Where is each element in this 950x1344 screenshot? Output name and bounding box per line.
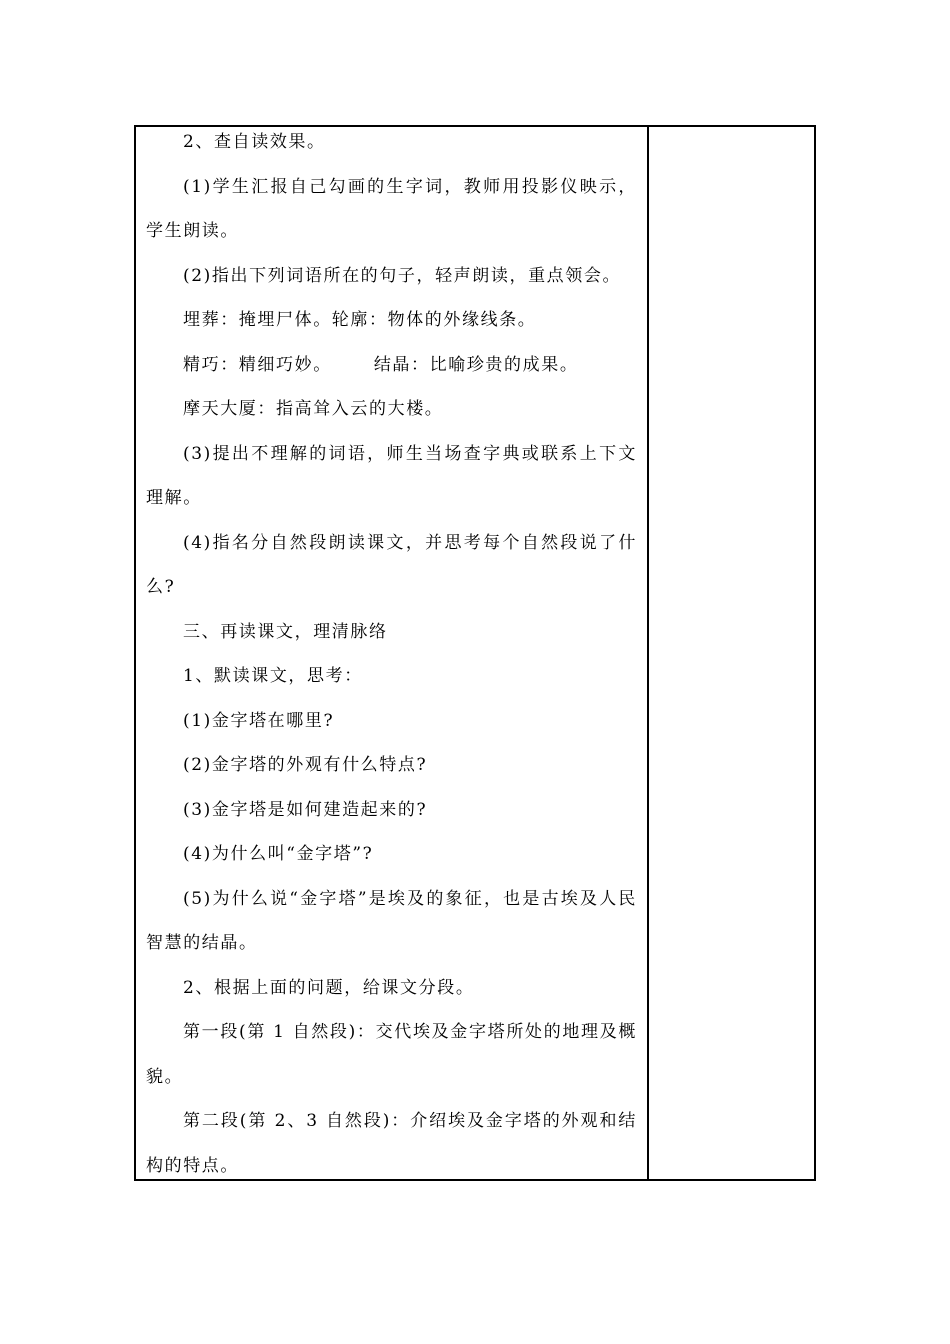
paragraph-silent-reading: 1、默读课文，思考： [183,666,363,686]
lesson-content-cell [136,127,647,1179]
paragraph-read-aloud: (4)指名分自然段朗读课文，并思考每个自然段说了什么? [146,532,637,597]
paragraph-find-sentences: (2)指出下列词语所在的句子，轻声朗读，重点领会。 [183,265,622,286]
section-one-summary: 第一段(第 1 自然段)：交代埃及金字塔所处的地理及概貌。 [146,1022,637,1087]
lesson-table [134,125,816,1181]
question-3: (3)金字塔是如何建造起来的? [183,799,428,820]
notes-cell [649,127,814,1179]
paragraph-divide-sections: 2、根据上面的问题，给课文分段。 [183,977,475,998]
question-2: (2)金字塔的外观有什么特点? [183,755,428,775]
paragraph-vocab-1: 埋葬：掩埋尸体。轮廓：物体的外缘线条。 [183,310,537,330]
question-4: (4)为什么叫“金字塔”? [183,844,374,864]
section-heading-reread: 三、再读课文，理清脉络 [183,621,388,642]
paragraph-vocab-3: 摩天大厦：指高耸入云的大楼。 [183,399,444,419]
paragraph-unknown-words: (3)提出不理解的词语，师生当场查字典或联系上下文理解。 [146,443,637,508]
paragraph-report-words: (1)学生汇报自己勾画的生字词，教师用投影仪映示，学生朗读。 [146,176,637,241]
question-5: (5)为什么说“金字塔”是埃及的象征，也是古埃及人民智慧的结晶。 [146,888,637,953]
paragraph-check-reading: 2、查自读效果。 [183,132,326,152]
paragraph-vocab-2: 精巧：精细巧妙。 结晶：比喻珍贵的成果。 [183,354,579,375]
section-two-summary: 第二段(第 2、3 自然段)：介绍埃及金字塔的外观和结构的特点。 [146,1111,637,1176]
question-1: (1)金字塔在哪里? [183,710,335,731]
